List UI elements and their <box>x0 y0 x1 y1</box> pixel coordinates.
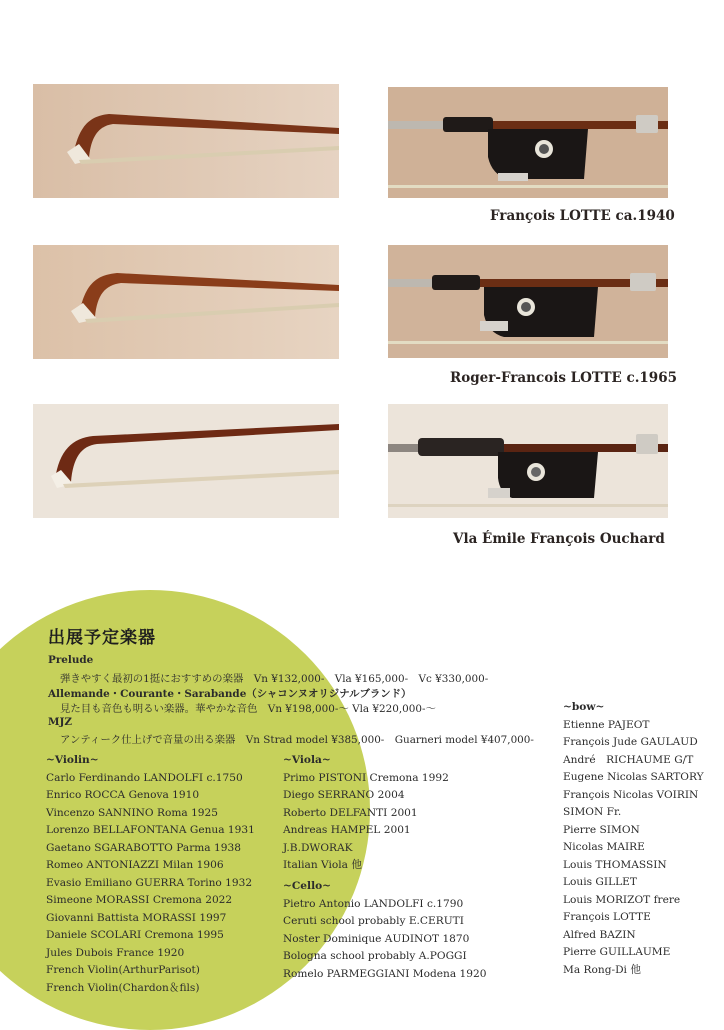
list-item: Gaetano SGARABOTTO Parma 1938 <box>46 841 241 854</box>
bow-frog-photo-1 <box>388 87 668 198</box>
list-item: Noster Dominique AUDINOT 1870 <box>283 932 470 945</box>
list-item: Jules Dubois France 1920 <box>46 946 185 959</box>
list-item: Lorenzo BELLAFONTANA Genua 1931 <box>46 824 255 836</box>
list-item: Louis GILLET <box>563 876 637 888</box>
caption-bow-1: François LOTTE ca.1940 <box>490 208 675 224</box>
list-item: Alfred BAZIN <box>563 928 636 941</box>
list-item: Louis THOMASSIN <box>563 858 667 871</box>
bow-tip-photo-2 <box>33 245 339 359</box>
brand-prelude: Prelude <box>48 654 94 666</box>
bow-list <box>563 699 704 979</box>
list-item: Ceruti school probably E.CERUTI <box>283 915 464 927</box>
list-item: François Nicolas VOIRIN <box>563 788 699 801</box>
list-item: Romelo PARMEGGIANI Modena 1920 <box>283 967 487 980</box>
bow-frog-photo-2 <box>388 245 668 358</box>
bow-tip-image <box>33 245 339 359</box>
list-item: Pietro Antonio LANDOLFI c.1790 <box>283 897 464 910</box>
list-item: François LOTTE <box>563 911 651 923</box>
bow-heading: ~bow~ <box>563 701 605 713</box>
list-item: Primo PISTONI Cremona 1992 <box>283 771 449 784</box>
viola-heading: ~Viola~ <box>283 754 331 766</box>
violin-list <box>46 752 255 997</box>
section-title: 出展予定楽器 <box>48 628 156 648</box>
list-item: Romeo ANTONIAZZI Milan 1906 <box>46 859 224 871</box>
brand-allemande-desc: 見た目も音色も明るい楽器。華やかな音色 Vn ¥198,000-～ Vla ¥220,000-～ <box>60 703 436 715</box>
list-item: Andreas HAMPEL 2001 <box>283 824 411 836</box>
list-item: André RICHAUME G/T <box>563 753 694 766</box>
list-item: French Violin(Chardon＆fils) <box>46 981 200 994</box>
list-item: François Jude GAULAUD <box>563 736 698 748</box>
cello-list <box>283 878 487 983</box>
list-item: Pierre GUILLAUME <box>563 946 671 958</box>
list-item: Giovanni Battista MORASSI 1997 <box>46 911 227 924</box>
list-item: Vincenzo SANNINO Roma 1925 <box>46 806 219 819</box>
list-item: Roberto DELFANTI 2001 <box>283 806 418 819</box>
bow-frog-image <box>388 87 668 198</box>
brand-prelude-desc: 弾きやすく最初の1挺におすすめの楽器 Vn ¥132,000- Vla ¥165,000- Vc ¥330,000- <box>60 673 489 685</box>
list-item: Pierre SIMON <box>563 823 640 836</box>
bow-frog-photo-3 <box>388 404 668 518</box>
bow-frog-image <box>388 245 668 358</box>
bow-tip-image <box>33 84 339 198</box>
list-item: Louis MORIZOT frere <box>563 893 681 906</box>
viola-list <box>283 752 449 875</box>
list-item: Nicolas MAIRE <box>563 841 645 853</box>
list-item: SIMON Fr. <box>563 806 622 818</box>
list-item: Enrico ROCCA Genova 1910 <box>46 789 200 801</box>
list-item: J.B.DWORAK <box>283 841 353 854</box>
cello-heading: ~Cello~ <box>283 880 332 892</box>
list-item: Daniele SCOLARI Cremona 1995 <box>46 929 224 941</box>
brand-allemande: Allemande・Courante・Sarabande（シャコンヌオリジナルブランド） <box>48 688 412 700</box>
violin-heading: ~Violin~ <box>46 754 99 766</box>
bow-frog-image <box>388 404 668 518</box>
list-item: Diego SERRANO 2004 <box>283 789 405 801</box>
caption-bow-3: Vla Émile François Ouchard <box>453 531 665 547</box>
bow-tip-photo-1 <box>33 84 339 198</box>
brand-mjz-desc: アンティーク仕上げで音量の出る楽器 Vn Strad model ¥385,000- Guarneri model ¥407,000- <box>60 734 534 746</box>
bow-tip-image <box>33 404 339 518</box>
list-item: Etienne PAJEOT <box>563 718 650 731</box>
list-item: Carlo Ferdinando LANDOLFI c.1750 <box>46 771 243 784</box>
bow-tip-photo-3 <box>33 404 339 518</box>
list-item: Bologna school probably A.POGGI <box>283 950 467 962</box>
list-item: Evasio Emiliano GUERRA Torino 1932 <box>46 876 253 889</box>
caption-bow-2: Roger-Francois LOTTE c.1965 <box>450 370 677 386</box>
list-item: Ma Rong-Di 他 <box>563 963 641 976</box>
list-item: Italian Viola 他 <box>283 859 362 871</box>
brand-mjz: MJZ <box>48 716 73 728</box>
list-item: Simeone MORASSI Cremona 2022 <box>46 894 233 906</box>
list-item: Eugene Nicolas SARTORY <box>563 771 704 783</box>
list-item: French Violin(ArthurParisot) <box>46 964 200 976</box>
